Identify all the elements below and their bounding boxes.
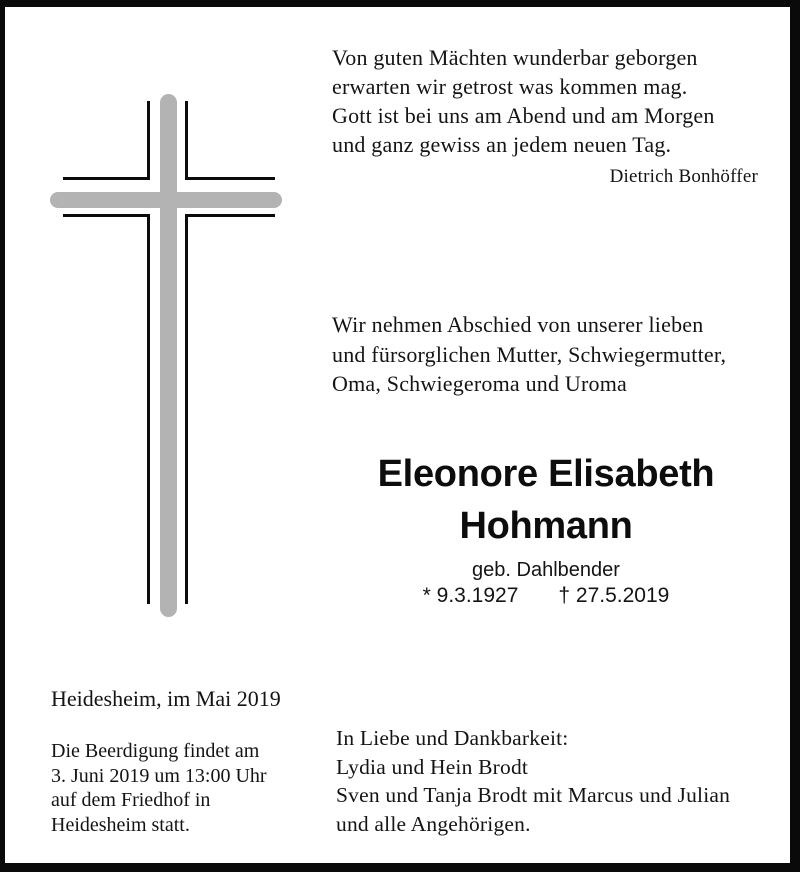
cross-outline-top-left	[63, 101, 149, 179]
life-dates	[336, 583, 756, 609]
funeral-line: Heidesheim statt.	[51, 813, 190, 836]
cross-svg	[45, 89, 290, 622]
mourners-line: Sven und Tanja Brodt mit Marcus und Julian	[336, 783, 731, 807]
deceased-name-line2: Hohmann	[459, 505, 633, 547]
mourners-line: In Liebe und Dankbarkeit:	[336, 726, 569, 750]
deceased-name	[336, 448, 756, 552]
funeral-line: auf dem Friedhof in	[51, 789, 211, 811]
cross-outline-bottom-right	[187, 216, 276, 605]
farewell-line: Wir nehmen Abschied von unserer lieben	[332, 312, 704, 337]
maiden-name: geb. Dahlbender	[472, 559, 620, 581]
cross-outline-top-right	[187, 101, 276, 179]
farewell-text	[332, 310, 772, 399]
place-date: Heidesheim, im Mai 2019	[51, 686, 281, 711]
death-date: † 27.5.2019	[558, 584, 670, 607]
farewell-line: und fürsorglichen Mutter, Schwiegermutter,	[332, 341, 727, 367]
cross-horizontal-bar	[50, 192, 282, 208]
quote-line: und ganz gewiss an jedem neuen Tag.	[332, 132, 672, 157]
funeral-line: Die Beerdigung findet am	[51, 740, 260, 762]
cross-outline-bottom-left	[63, 216, 149, 605]
deceased-name-line1: Eleonore Elisabeth	[377, 453, 715, 495]
quote-line: erwarten wir getrost was kommen mag.	[332, 74, 688, 99]
birth-date: * 9.3.1927	[422, 584, 519, 607]
quote-line: Gott ist bei uns am Abend und am Morgen	[332, 103, 715, 128]
cross-vertical-bar	[160, 94, 177, 617]
funeral-info	[51, 739, 331, 837]
cross-icon	[45, 89, 290, 622]
quote-attribution: Dietrich Bonhöffer	[609, 166, 758, 187]
mourners-line: Lydia und Hein Brodt	[336, 754, 529, 779]
farewell-line: Oma, Schwiegeroma und Uroma	[332, 371, 627, 396]
memorial-quote	[332, 43, 758, 188]
mourners-line: und alle Angehörigen.	[336, 811, 531, 836]
mourners-list	[336, 724, 796, 838]
funeral-line: 3. Juni 2019 um 13:00 Uhr	[51, 764, 267, 787]
quote-line: Von guten Mächten wunderbar geborgen	[332, 45, 698, 70]
